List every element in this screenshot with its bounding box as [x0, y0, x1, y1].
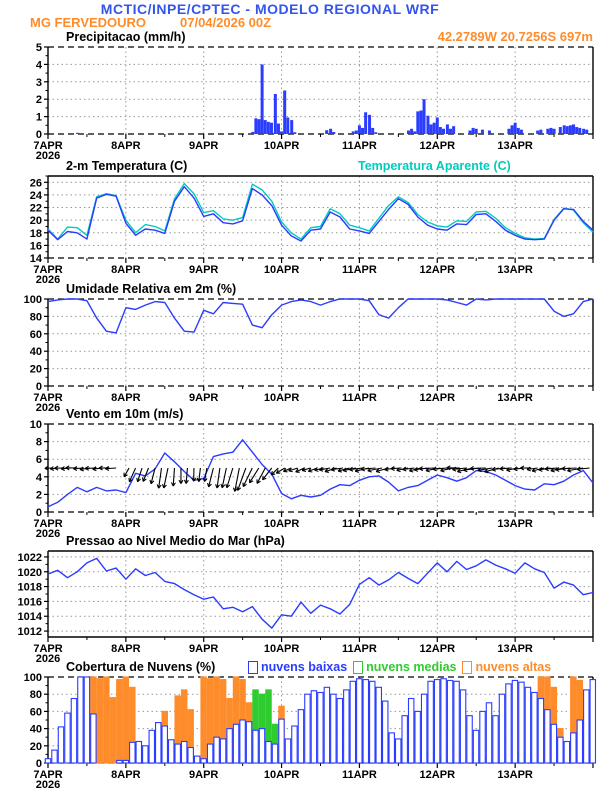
- x-tick-label: 12APR: [419, 518, 456, 530]
- panel-title-temperature: 2-m Temperatura (C): [66, 159, 188, 173]
- x-year-label: 2026: [35, 779, 61, 791]
- station-coordinates: 42.2789W 20.7256S 697m: [437, 29, 593, 44]
- y-tick-label: 6: [35, 454, 42, 467]
- y-tick-label: 20: [29, 363, 42, 376]
- series-line-blue: [48, 440, 593, 507]
- panel-clouds: [24, 672, 596, 791]
- x-tick-label: 8APR: [111, 769, 141, 781]
- y-tick-label: 80: [29, 689, 42, 702]
- panel-title-humidity: Umidade Relativa em 2m (%): [66, 282, 237, 296]
- panel-pressure: [18, 551, 593, 665]
- x-tick-label: 10APR: [263, 769, 300, 781]
- x-tick-label: 7APR: [33, 769, 63, 781]
- mid-clouds-label: nuvens medias: [366, 660, 457, 674]
- x-tick-label: 11APR: [341, 769, 377, 781]
- apparent-temperature-legend: Temperatura Aparente (C): [358, 159, 511, 173]
- page-title: MCTIC/INPE/CPTEC - MODELO REGIONAL WRF: [100, 1, 440, 17]
- panel-temp: [30, 176, 593, 286]
- x-tick-label: 9APR: [189, 264, 219, 276]
- series-line-blue: [48, 558, 593, 628]
- y-tick-label: 1018: [17, 581, 42, 594]
- x-tick-label: 8APR: [111, 392, 141, 404]
- x-year-label: 2026: [35, 150, 61, 162]
- y-tick-label: 8: [35, 436, 42, 449]
- y-tick-label: 1016: [17, 596, 42, 609]
- y-tick-label: 3: [35, 76, 42, 89]
- y-tick-label: 4: [35, 471, 42, 484]
- x-tick-label: 11APR: [341, 518, 377, 530]
- y-tick-label: 20: [29, 740, 42, 753]
- x-tick-label: 7APR: [33, 392, 63, 404]
- x-tick-label: 10APR: [263, 392, 300, 404]
- x-tick-label: 9APR: [189, 518, 219, 530]
- y-tick-label: 2: [35, 489, 42, 502]
- x-tick-label: 8APR: [111, 518, 141, 530]
- x-tick-label: 9APR: [189, 392, 219, 404]
- x-tick-label: 13APR: [497, 518, 533, 530]
- panel-title-clouds: Cobertura de Nuvens (%): [66, 660, 216, 674]
- x-tick-label: 8APR: [111, 264, 141, 276]
- x-tick-label: 12APR: [419, 392, 456, 404]
- panel-title-wind: Vento em 10m (m/s): [66, 407, 184, 421]
- x-tick-label: 11APR: [341, 392, 377, 404]
- x-tick-label: 7APR: [33, 518, 63, 530]
- x-tick-label: 13APR: [497, 769, 533, 781]
- series-line-cyan: [48, 184, 593, 240]
- y-tick-label: 60: [29, 328, 42, 341]
- panel-wind: [30, 419, 593, 540]
- y-tick-label: 26: [29, 177, 42, 190]
- x-year-label: 2026: [35, 274, 61, 286]
- y-tick-label: 14: [29, 253, 42, 265]
- y-tick-label: 0: [35, 381, 42, 393]
- y-tick-label: 16: [29, 240, 42, 253]
- station-name: MG FERVEDOURO: [30, 15, 147, 30]
- x-tick-label: 10APR: [263, 643, 300, 655]
- y-tick-label: 0: [35, 507, 42, 519]
- x-tick-label: 10APR: [263, 140, 300, 152]
- y-tick-label: 100: [23, 294, 42, 306]
- wind-arrows: [45, 466, 590, 492]
- x-tick-label: 9APR: [189, 140, 219, 152]
- x-tick-label: 11APR: [341, 264, 377, 276]
- panel-title-precipitation: Precipitacao (mm/h): [66, 30, 186, 44]
- panel-precip: [33, 42, 593, 162]
- x-tick-label: 9APR: [189, 643, 219, 655]
- low-clouds-label: nuvens baixas: [261, 660, 348, 674]
- y-tick-label: 24: [29, 189, 42, 202]
- x-tick-label: 13APR: [497, 140, 533, 152]
- x-tick-label: 9APR: [189, 769, 219, 781]
- x-tick-label: 12APR: [419, 264, 456, 276]
- x-tick-label: 7APR: [33, 643, 63, 655]
- y-tick-label: 4: [35, 59, 42, 72]
- y-tick-label: 1: [35, 111, 42, 124]
- x-tick-label: 12APR: [419, 643, 456, 655]
- y-tick-label: 10: [29, 419, 42, 431]
- x-tick-label: 13APR: [497, 264, 533, 276]
- y-tick-label: 0: [35, 758, 42, 770]
- panel-title-pressure: Pressao ao Nivel Medio do Mar (hPa): [66, 534, 285, 548]
- y-tick-label: 5: [35, 42, 42, 54]
- x-year-label: 2026: [35, 653, 61, 665]
- y-tick-label: 20: [29, 215, 42, 228]
- x-tick-label: 12APR: [419, 769, 456, 781]
- x-tick-label: 7APR: [33, 264, 63, 276]
- y-tick-label: 18: [29, 227, 42, 240]
- x-year-label: 2026: [35, 402, 61, 414]
- y-tick-label: 1022: [17, 551, 42, 564]
- x-tick-label: 8APR: [111, 140, 141, 152]
- x-tick-label: 11APR: [341, 643, 377, 655]
- x-tick-label: 13APR: [497, 392, 533, 404]
- y-tick-label: 60: [29, 706, 42, 719]
- y-tick-label: 40: [29, 346, 42, 359]
- x-tick-label: 8APR: [111, 643, 141, 655]
- x-tick-label: 10APR: [263, 518, 300, 530]
- y-tick-label: 2: [35, 94, 42, 107]
- x-tick-label: 12APR: [419, 140, 456, 152]
- x-tick-label: 11APR: [341, 140, 377, 152]
- panel-rh: [24, 294, 593, 414]
- y-tick-label: 1014: [17, 611, 42, 624]
- x-tick-label: 13APR: [497, 643, 533, 655]
- y-tick-label: 40: [29, 723, 42, 736]
- y-tick-label: 22: [29, 202, 42, 215]
- high-clouds-label: nuvens altas: [475, 660, 552, 674]
- y-tick-label: 100: [23, 672, 42, 684]
- y-tick-label: 1012: [17, 626, 42, 639]
- y-tick-label: 80: [29, 311, 42, 324]
- y-tick-label: 0: [35, 129, 42, 141]
- y-tick-label: 1020: [17, 566, 42, 579]
- model-run-datetime: 07/04/2026 00Z: [180, 15, 272, 30]
- x-tick-label: 7APR: [33, 140, 63, 152]
- x-year-label: 2026: [35, 528, 61, 540]
- x-tick-label: 10APR: [263, 264, 300, 276]
